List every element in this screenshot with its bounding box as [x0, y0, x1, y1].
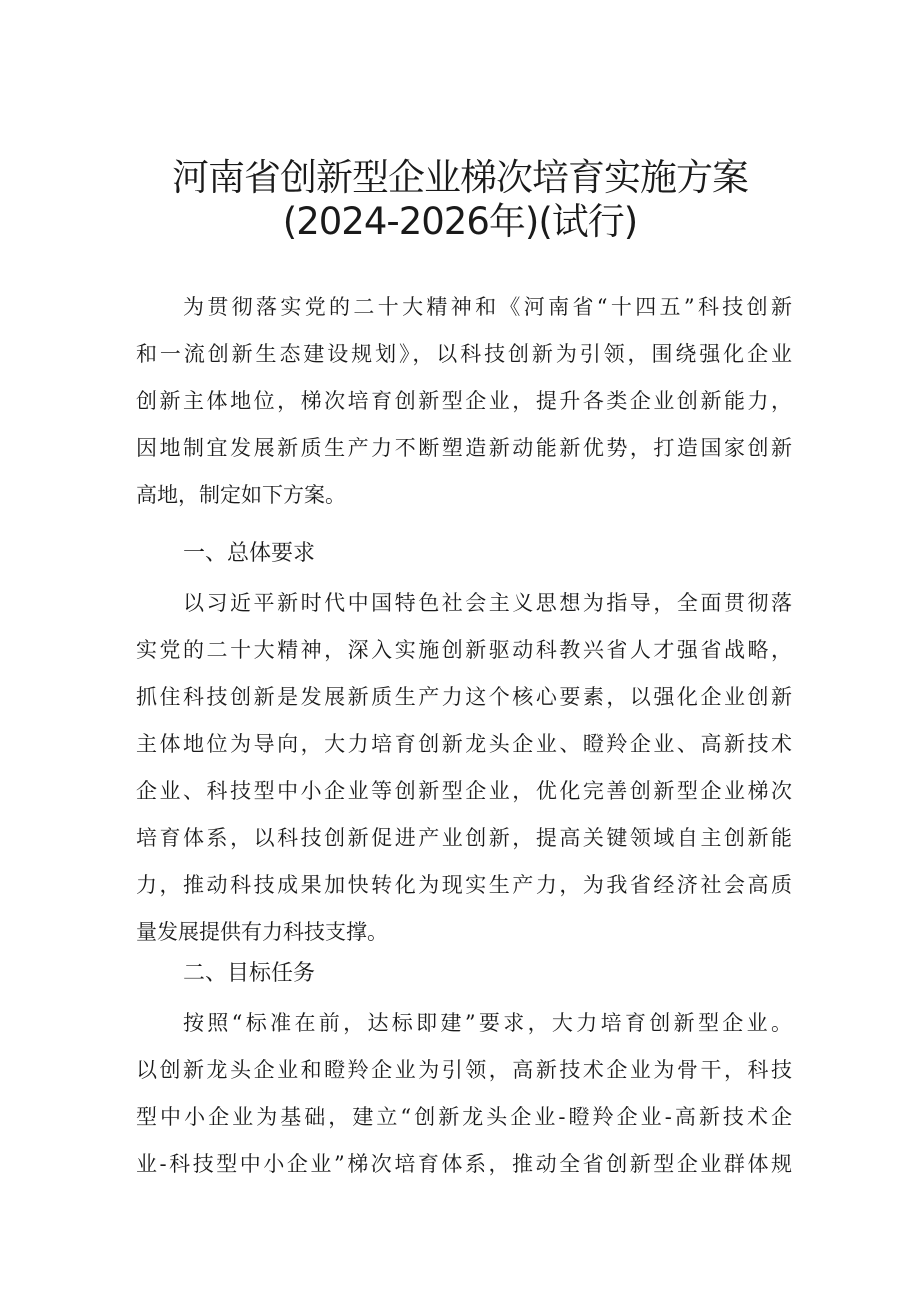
intro-line-4: 因地制宜发展新质生产力不断塑造新动能新优势，打造国家创新: [136, 436, 792, 460]
section1-line-7: 力，推动科技成果加快转化为现实生产力，为我省经济社会高质: [136, 873, 792, 897]
section2-line-4: 业-科技型中小企业”梯次培育体系，推动全省创新型企业群体规: [136, 1152, 792, 1176]
section1-line-3: 抓住科技创新是发展新质生产力这个核心要素，以强化企业创新: [136, 685, 792, 709]
section1-line-8: 量发展提供有力科技支撑。: [136, 920, 388, 944]
section2-line-1: 按照“标准在前，达标即建”要求，大力培育创新型企业。: [183, 1011, 792, 1035]
section2-line-2: 以创新龙头企业和瞪羚企业为引领，高新技术企业为骨干，科技: [136, 1058, 792, 1082]
section-heading-general-requirements: 一、总体要求: [183, 541, 316, 566]
document-title-line-2: (2024-2026年)(试行): [282, 200, 638, 243]
intro-line-3: 创新主体地位，梯次培育创新型企业，提升各类企业创新能力，: [136, 389, 792, 413]
section-heading-goals-tasks: 二、目标任务: [183, 961, 316, 986]
document-title-line-1: 河南省创新型企业梯次培育实施方案: [172, 156, 748, 199]
section1-line-5: 企业、科技型中小企业等创新型企业，优化完善创新型企业梯次: [136, 779, 792, 803]
intro-line-2: 和一流创新生态建设规划》，以科技创新为引领，围绕强化企业: [136, 342, 792, 366]
section1-line-4: 主体地位为导向，大力培育创新龙头企业、瞪羚企业、高新技术: [136, 732, 792, 756]
section1-line-1: 以习近平新时代中国特色社会主义思想为指导，全面贯彻落: [183, 591, 792, 615]
intro-line-1: 为贯彻落实党的二十大精神和《河南省“十四五”科技创新: [183, 295, 792, 319]
section1-line-2: 实党的二十大精神，深入实施创新驱动科教兴省人才强省战略，: [136, 638, 792, 662]
section1-line-6: 培育体系，以科技创新促进产业创新，提高关键领域自主创新能: [136, 826, 792, 850]
section2-line-3: 型中小企业为基础，建立“创新龙头企业-瞪羚企业-高新技术企: [136, 1105, 792, 1129]
intro-line-5: 高地，制定如下方案。: [136, 483, 346, 507]
